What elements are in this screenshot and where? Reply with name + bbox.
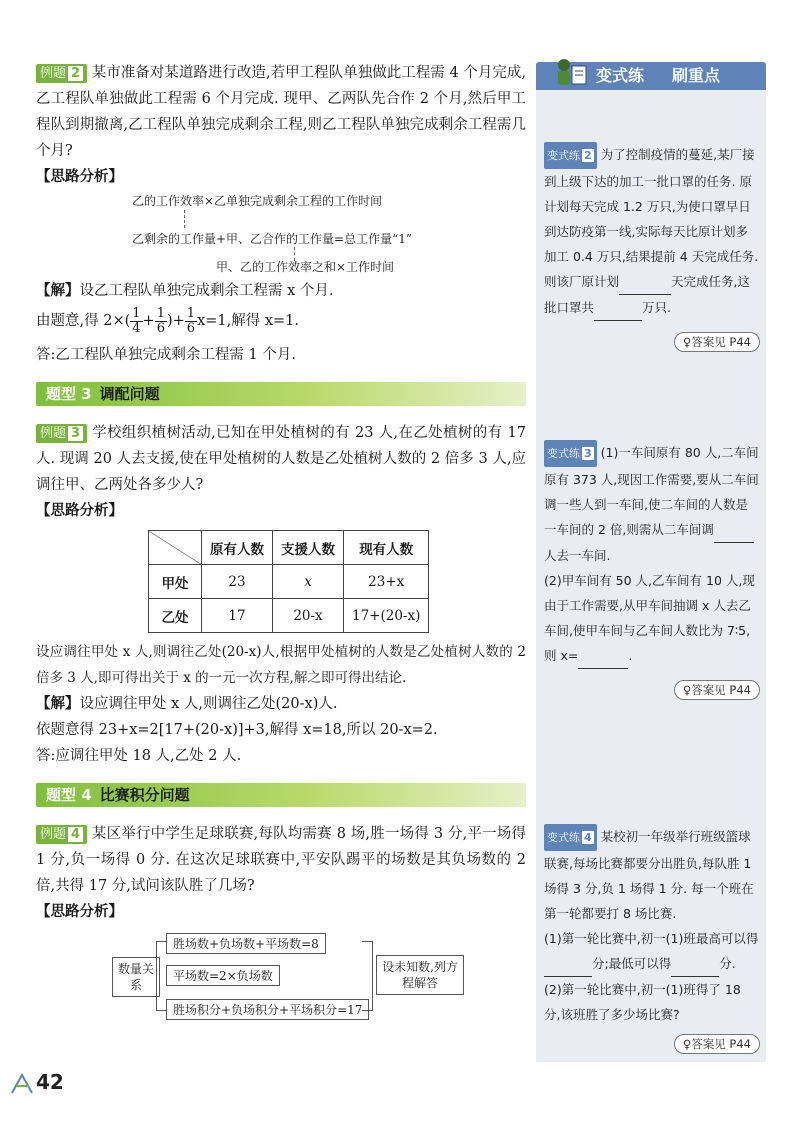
- fraction-1-6: $\frac{1}{6}$: [156, 305, 165, 336]
- example-2-label: 例题 2: [36, 64, 87, 83]
- example-4-problem: 某区举行中学生足球联赛,每队均需赛 8 场,胜一场得 3 分,平一场得 1 分,负一场得 0 分. 在这次足球联赛中,平安队踢平的场数是其负场数的 2 倍,共得 17 分,试问该队胜了几场?: [36, 826, 526, 894]
- example-3-table: [148, 530, 429, 633]
- example-3-equation: 依题意得 23+x=2[17+(20-x)]+3,解得 x=18,所以 20-x=2.: [36, 722, 438, 738]
- fraction-1-4: $\frac{1}{4}$: [132, 305, 141, 336]
- example-2-analysis-head: 【思路分析】: [36, 169, 123, 185]
- example-4: [36, 821, 526, 899]
- example-2-solution: 【解】设乙工程队单独完成剩余工程需 x 个月.: [36, 283, 334, 299]
- table-cell: 17+(20-x): [344, 599, 429, 633]
- answer-ref-badge: ♀答案见 P44: [674, 332, 760, 352]
- example-2-diagram: [36, 190, 526, 272]
- diagram-left-box: 数量关系: [112, 957, 160, 997]
- type-4-bar: 题型 4 比赛积分问题: [36, 783, 526, 807]
- table-cell: x: [273, 565, 344, 599]
- example-3-problem: 学校组织植树活动,已知在甲处植树的有 23 人,在乙处植树的有 17 人. 现调 20 人去支援,使在甲处植树的人数是乙处植树人数的 2 倍多 3 人,应调往甲、乙两处各多少人?: [36, 425, 526, 493]
- diagram-middle-text: 乙剩余的工作量+甲、乙合作的工作量=总工作量“1”: [132, 232, 413, 246]
- fraction-1-6b: $\frac{1}{6}$: [186, 305, 196, 336]
- type-3-bar: 题型 3 调配问题: [36, 382, 526, 406]
- diagram-top-text: 乙的工作效率×乙单独完成剩余工程的工作时间: [132, 194, 383, 208]
- diagram-arrow-up: [184, 210, 186, 228]
- variant-4: 变式练 4 某校初一年级举行班级篮球联赛,每场比赛都要分出胜负,每队胜 1 场得 3 分,负 1 场得 1 分. 每一个班在第一轮都要打 8 场比赛. (1)第一轮比赛中,初一(1)班最高可以得 分;最低可以得 分. (2)第一轮比赛中,初一(1)班得了 18 分,该班胜了多少场比赛? ♀答案见 P44: [544, 824, 760, 1054]
- example-2-answer: 答:乙工程队单独完成剩余工程需 1 个月.: [36, 347, 296, 363]
- bulb-icon: ♀: [682, 1037, 692, 1051]
- bulb-icon: ♀: [682, 683, 692, 697]
- page-number: 42: [10, 1070, 64, 1095]
- table-header-row: [149, 531, 429, 565]
- answer-ref-badge: ♀答案见 P44: [674, 680, 760, 700]
- table-cell: 17: [202, 599, 273, 633]
- sidebar-title-1: 变式练: [596, 66, 645, 85]
- table-header: 现有人数: [344, 531, 429, 565]
- main-column: [36, 60, 526, 1025]
- diagram-row-3: 胜场积分+负场积分+平场积分=17: [166, 999, 369, 1020]
- example-3-answer: 答:应调往甲处 18 人,乙处 2 人.: [36, 748, 242, 764]
- blank-input[interactable]: [578, 643, 628, 669]
- table-cell: 20-x: [273, 599, 344, 633]
- diagram-bottom-text: 甲、乙的工作效率之和×工作时间: [216, 260, 395, 274]
- variant-2-label: 变式练 2: [544, 142, 597, 169]
- table-cell: 23+x: [344, 565, 429, 599]
- example-3-label: 例题 3: [36, 424, 87, 443]
- sidebar-header: [536, 62, 766, 90]
- table-row: [149, 565, 429, 599]
- variant-2: 变式练 2 为了控制疫情的蔓延,某厂接到上级下达的加工一批口罩的任务. 原计划每天完成 1.2 万只,为使口罩早日到达防疫第一线,实际每天比原计划多加工 0.4 万只,结果提前 4 天完成任务. 则该厂原计划 天完成任务,这批口罩共 万只. ♀答案见 P44: [544, 142, 760, 352]
- sidebar-practice: [536, 62, 766, 1062]
- blank-input[interactable]: [671, 951, 719, 977]
- table-header: 原有人数: [202, 531, 273, 565]
- bulb-icon: ♀: [682, 335, 692, 349]
- diagram-row-2: 平场数=2×负场数: [166, 965, 280, 986]
- page-logo-icon: [10, 1073, 36, 1095]
- blank-input[interactable]: [714, 517, 754, 543]
- sidebar-title-2: 刷重点: [672, 66, 721, 85]
- table-header: 支援人数: [273, 531, 344, 565]
- example-3-solution: 【解】设应调往甲处 x 人,则调往乙处(20-x)人.: [36, 696, 338, 712]
- example-4-diagram: [36, 931, 526, 1025]
- blank-input[interactable]: [594, 295, 642, 321]
- table-cell: 乙处: [149, 599, 202, 633]
- example-3-analysis: 设应调往甲处 x 人,则调往乙处(20-x)人,根据甲处植树的人数是乙处植树人数的 2 倍多 3 人,即可得出关于 x 的一元一次方程,解之即可得出结论.: [36, 644, 526, 686]
- table-row: [149, 599, 429, 633]
- diagram-bracket-right: [362, 941, 373, 1011]
- diagram-right-box: 设未知数,列方程解答: [376, 955, 464, 995]
- blank-input[interactable]: [544, 951, 592, 977]
- example-2: [36, 60, 526, 164]
- example-3-analysis-head: 【思路分析】: [36, 503, 123, 519]
- example-2-equation: 由题意,得 2×( $\frac{1}{4}$ + $\frac{1}{6}$ )+ $\frac{1}{6}$ x=1,解得 x=1.: [36, 305, 299, 336]
- table-cell: 23: [202, 565, 273, 599]
- student-figure-icon: [550, 56, 590, 90]
- example-2-problem: 某市准备对某道路进行改造,若甲工程队单独做此工程需 4 个月完成,乙工程队单独做此工程需 6 个月完成. 现甲、乙两队先合作 2 个月,然后甲工程队到期撤离,乙工程队单独完成剩余工程,则乙工程队单独完成剩余工程需几个月?: [36, 65, 526, 159]
- variant-3: 变式练 3 (1)一车间原有 80 人,二车间原有 373 人,现因工作需要,要从二车间调一些人到一车间,使二车间的人数是一车间的 2 倍,则需从二车间调 人去一车间. (2)甲车间有 50 人,乙车间有 10 人,现由于工作需要,从甲车间抽调 x 人去乙车间,使甲车间与乙车间人数比为 7∶5,则 x= . ♀答案见 P44: [544, 440, 760, 700]
- variant-3-label: 变式练 3: [544, 440, 597, 467]
- table-cell: 甲处: [149, 565, 202, 599]
- table-corner-cell: [149, 531, 202, 565]
- example-4-label: 例题 4: [36, 825, 87, 844]
- example-4-analysis-head: 【思路分析】: [36, 904, 123, 920]
- answer-ref-badge: ♀答案见 P44: [674, 1034, 760, 1054]
- blank-input[interactable]: [619, 269, 671, 295]
- example-3: [36, 420, 526, 498]
- diagram-row-1: 胜场数+负场数+平场数=8: [166, 933, 326, 954]
- variant-4-label: 变式练 4: [544, 824, 597, 851]
